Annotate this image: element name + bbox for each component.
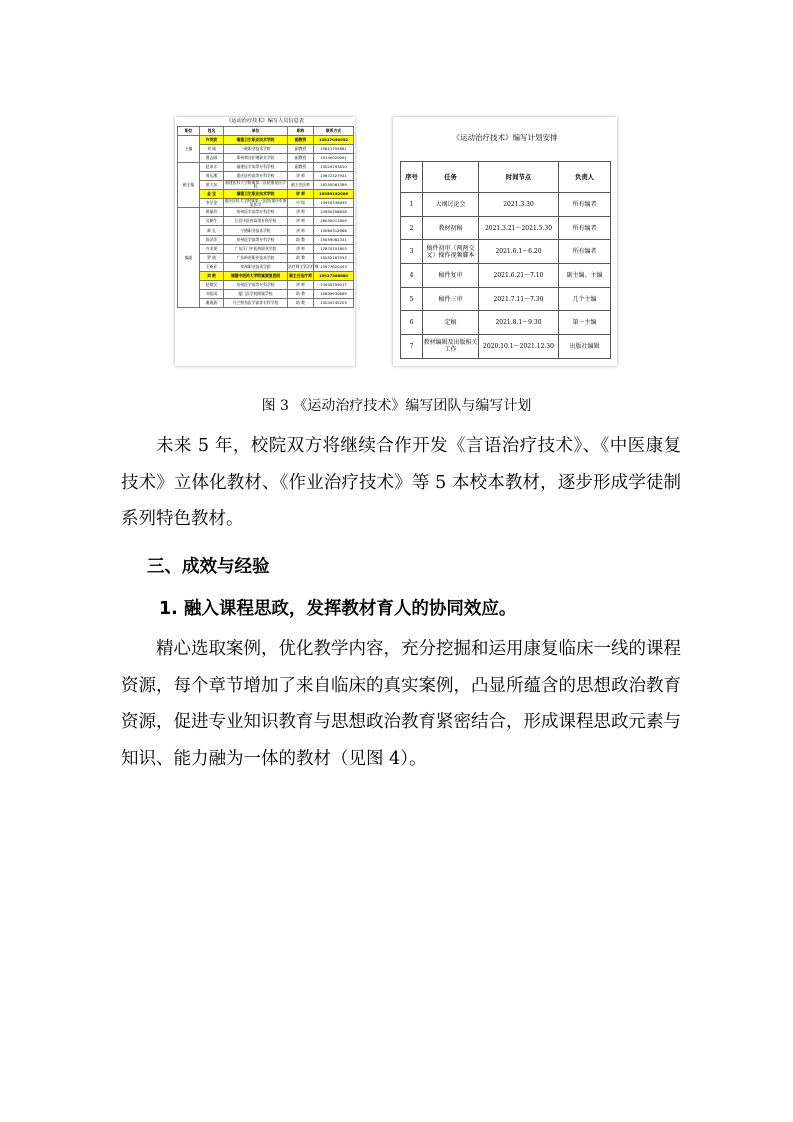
- plan-row: [401, 287, 611, 311]
- roster-phone-cell: 15140020091: [314, 153, 354, 162]
- plan-task-cell: 教材编辑及出版相关工作: [423, 335, 479, 359]
- plan-header-cell: 负责人: [559, 162, 611, 193]
- roster-title-cell: 讲 师: [288, 171, 314, 180]
- roster-row: [178, 217, 354, 226]
- roster-name-cell: 许洪波: [200, 135, 224, 144]
- roster-row: [178, 199, 354, 208]
- roster-row: [178, 290, 354, 299]
- roster-name-cell: 黄丽玲: [200, 208, 224, 217]
- roster-title-cell: 讲 师: [288, 208, 314, 217]
- roster-phone-cell: 13817050952: [314, 135, 354, 144]
- plan-task-cell: 定稿: [423, 311, 479, 335]
- plan-task-cell: 教材初稿: [423, 216, 479, 240]
- roster-header-cell: 职称: [288, 127, 314, 136]
- roster-title-cell: 讲 师: [288, 244, 314, 253]
- plan-no-cell: 7: [401, 335, 423, 359]
- roster-phone-cell: 15917388880: [314, 271, 354, 280]
- roster-row: [178, 208, 354, 217]
- roster-phone-cell: 17870701803: [314, 244, 354, 253]
- plan-row: [401, 240, 611, 264]
- roster-role-cell: 副主编: [178, 162, 200, 207]
- roster-phone-cell: 13959192006: [314, 190, 354, 199]
- plan-header-cell: 时间节点: [479, 162, 559, 193]
- roster-unit-cell: 郑州黄河护理职业学院: [224, 153, 288, 162]
- roster-phone-cell: 13950336835: [314, 199, 354, 208]
- paragraph-future-plan: 未来 5 年，校院双方将继续合作开发《言语治疗技术》、《中医康复技术》立体化教材、《作业治疗技术》等 5 本校本教材，逐步形成学徒制系列特色教材。: [121, 436, 681, 529]
- roster-unit-cell: 宁德职业技术学院: [224, 226, 288, 235]
- roster-title-cell: 副主任治疗师: [288, 271, 314, 280]
- plan-owner-cell: 几个主编: [559, 287, 611, 311]
- plan-owner-cell: 第一主编: [559, 311, 611, 335]
- roster-unit-cell: 江西中医药高等专科学校: [224, 217, 288, 226]
- plan-task-cell: 稿件复审: [423, 264, 479, 288]
- roster-name-cell: 谢燕燕: [200, 299, 224, 308]
- roster-title-cell: 助 教: [288, 299, 314, 308]
- plan-row: [401, 335, 611, 359]
- roster-name-cell: 赵成丰: [200, 162, 224, 171]
- roster-phone-cell: 15899930665: [314, 290, 354, 299]
- plan-header-row: [401, 162, 611, 193]
- plan-owner-cell: 副主编、主编: [559, 264, 611, 288]
- plan-row: [401, 264, 611, 288]
- roster-row: [178, 171, 354, 180]
- roster-phone-cell: 18250061389: [314, 180, 354, 189]
- roster-phone-cell: 15811755881: [314, 144, 354, 153]
- plan-time-cell: 2021.3.21～2021.5.30: [479, 216, 559, 240]
- roster-unit-cell: 福建医学高等专科学校: [224, 162, 288, 171]
- plan-time-cell: 2021.8.1～9.30: [479, 311, 559, 335]
- roster-title-cell: 副教授: [288, 153, 314, 162]
- roster-unit-cell: 泉州医学高等专科学校: [224, 281, 288, 290]
- roster-title-cell: 治疗师主管治疗师: [288, 262, 314, 271]
- roster-name-cell: 周运湘: [200, 171, 224, 180]
- roster-unit-cell: 泉州医学高等专科学校: [224, 235, 288, 244]
- roster-title-cell: 助 教: [288, 290, 314, 299]
- figure-caption: 图 3 《运动治疗技术》编写团队与编写计划: [261, 398, 532, 414]
- roster-name-cell: 王新亚: [200, 262, 224, 271]
- roster-row: [178, 153, 354, 162]
- plan-row: [401, 216, 611, 240]
- plan-owner-cell: 所有编者: [559, 216, 611, 240]
- roster-phone-cell: 13950358838: [314, 208, 354, 217]
- roster-title-cell: 副主任医师: [288, 180, 314, 189]
- roster-unit-cell: 乌兰察布医学高等专科学校: [224, 299, 288, 308]
- roster-row: [178, 180, 354, 189]
- roster-name-cell: 陈萍萍: [200, 235, 224, 244]
- roster-unit-cell: 广东岭南职业技术学院: [224, 253, 288, 262]
- roster-phone-cell: 15052167053: [314, 253, 354, 262]
- roster-unit-cell: 福建卫生职业技术学院: [224, 190, 288, 199]
- roster-title-cell: 中 级: [288, 199, 314, 208]
- roster-name-cell: 颜 礼: [200, 226, 224, 235]
- roster-title-cell: 副教授: [288, 135, 314, 144]
- roster-title-cell: 副教授: [288, 144, 314, 153]
- roster-title-cell: 讲 师: [288, 226, 314, 235]
- roster-header-cell: 联系方式: [314, 127, 354, 136]
- section-heading: 三、成效与经验: [147, 557, 270, 577]
- roster-title-cell: 讲 师: [288, 190, 314, 199]
- plan-no-cell: 6: [401, 311, 423, 335]
- plan-no-cell: 2: [401, 216, 423, 240]
- roster-title-cell: 讲 师: [288, 217, 314, 226]
- roster-title-cell: 讲 师: [288, 281, 314, 290]
- roster-name-cell: 赵敬民: [200, 281, 224, 290]
- plan-header-cell: 序号: [401, 162, 423, 193]
- plan-title: 《运动治疗技术》编写计划安排: [452, 133, 558, 142]
- roster-phone-cell: 15059082341: [314, 235, 354, 244]
- roster-unit-cell: 重庆医科大学附属第一医院/重庆市康复医学: [224, 198, 287, 208]
- roster-unit-cell: 泉州职业技术学院: [224, 262, 288, 271]
- writing-plan-figure: [393, 117, 617, 366]
- plan-time-cell: 2021.6.21～7.10: [479, 264, 559, 288]
- roster-name-cell: 金 宝: [200, 190, 224, 199]
- roster-title-cell: 助 教: [288, 235, 314, 244]
- roster-unit-cell: 重庆医药高等专科学校: [224, 171, 288, 180]
- roster-name-cell: 许龙果: [200, 244, 224, 253]
- plan-row: [401, 193, 611, 217]
- paragraph-ideology: 精心选取案例，优化教学内容，充分挖掘和运用康复临床一线的课程资源，每个章节增加了来自临床的真实案例，凸显所蕴含的思想政治教育资源，促进专业知识教育与思想政治教育紧密结合，形成课程思政元素与知识、能力融为一体的教材（见图 4）。: [121, 639, 681, 769]
- plan-owner-cell: 所有编者: [559, 193, 611, 217]
- roster-row: [178, 262, 354, 271]
- plan-time-cell: 2021.6.1～6.20: [479, 240, 559, 264]
- roster-phone-cell: 13672327941: [314, 171, 354, 180]
- roster-phone-cell: 18050011805: [314, 217, 354, 226]
- roster-row: [178, 226, 354, 235]
- roster-name-cell: 曹志刚: [200, 153, 224, 162]
- roster-header-cell: 姓名: [200, 127, 224, 136]
- roster-name-cell: 刘 艳: [200, 271, 224, 280]
- roster-title-cell: 副教授: [288, 162, 314, 171]
- roster-name-cell: 罗 倩: [200, 253, 224, 262]
- roster-name-cell: 刘佳雨: [200, 290, 224, 299]
- plan-time-cell: 2021.3.30: [479, 193, 559, 217]
- plan-no-cell: 4: [401, 264, 423, 288]
- roster-row: [178, 281, 354, 290]
- roster-role-cell: 编委: [178, 208, 200, 308]
- roster-name-cell: 刘 瑜: [200, 144, 224, 153]
- plan-header-cell: 任务: [423, 162, 479, 193]
- plan-no-cell: 3: [401, 240, 423, 264]
- roster-title-cell: 助 教: [288, 253, 314, 262]
- roster-row: [178, 299, 354, 308]
- plan-owner-cell: 所有编者: [559, 240, 611, 264]
- plan-task-cell: 大纲讨论会: [423, 193, 479, 217]
- roster-header-row: [178, 127, 354, 136]
- roster-name-cell: 李芷伦: [200, 199, 224, 208]
- plan-time-cell: 2021.7.11～7.30: [479, 287, 559, 311]
- roster-phone-cell: 15034745203: [314, 299, 354, 308]
- plan-row: [401, 311, 611, 335]
- roster-phone-cell: 15024793810: [314, 162, 354, 171]
- roster-row: [178, 244, 354, 253]
- roster-row: [178, 144, 354, 153]
- roster-name-cell: 吴朝生: [200, 217, 224, 226]
- roster-phone-cell: 13945359017: [314, 281, 354, 290]
- roster-title: 《运动治疗技术》编写人员信息表: [226, 118, 304, 124]
- roster-unit-cell: 三峡职业技术学院: [224, 144, 288, 153]
- roster-unit-cell: 福建中医药大学附属康复医院: [224, 271, 288, 280]
- roster-unit-cell: 泉州医学高等专科学校: [224, 208, 288, 217]
- subsection-heading: 1. 融入课程思政，发挥教材育人的协同效应。: [159, 599, 517, 619]
- plan-no-cell: 5: [401, 287, 423, 311]
- roster-phone-cell: 15977820443: [314, 262, 354, 271]
- team-roster-figure: [175, 117, 355, 366]
- roster-phone-cell: 15060312966: [314, 226, 354, 235]
- plan-owner-cell: 出版社编辑: [559, 335, 611, 359]
- roster-table: [177, 126, 354, 308]
- roster-row: [178, 162, 354, 171]
- plan-time-cell: 2020.10.1～2021.12.30: [479, 335, 559, 359]
- roster-unit-cell: 福建卫生职业技术学院: [224, 135, 288, 144]
- plan-task-cell: 稿件三审: [423, 287, 479, 311]
- roster-row: [178, 235, 354, 244]
- plan-task-cell: 稿件初审（两两交叉）操作视频脚本: [423, 240, 479, 264]
- roster-row: [178, 190, 354, 199]
- plan-table: [400, 161, 611, 359]
- roster-unit-cell: 厦门医学院附属学校: [224, 290, 288, 299]
- roster-role-cell: 主编: [178, 135, 200, 162]
- roster-unit-cell: 广东江门中医药职业学院: [224, 244, 288, 253]
- roster-row: [178, 271, 354, 280]
- roster-unit-cell: 福建医科大学附属第二医院康复医学科: [225, 180, 286, 190]
- plan-no-cell: 1: [401, 193, 423, 217]
- roster-row: [178, 135, 354, 144]
- roster-header-cell: 职位: [178, 127, 200, 136]
- roster-header-cell: 单位: [224, 127, 288, 136]
- roster-row: [178, 253, 354, 262]
- roster-name-cell: 彭大东: [200, 180, 224, 189]
